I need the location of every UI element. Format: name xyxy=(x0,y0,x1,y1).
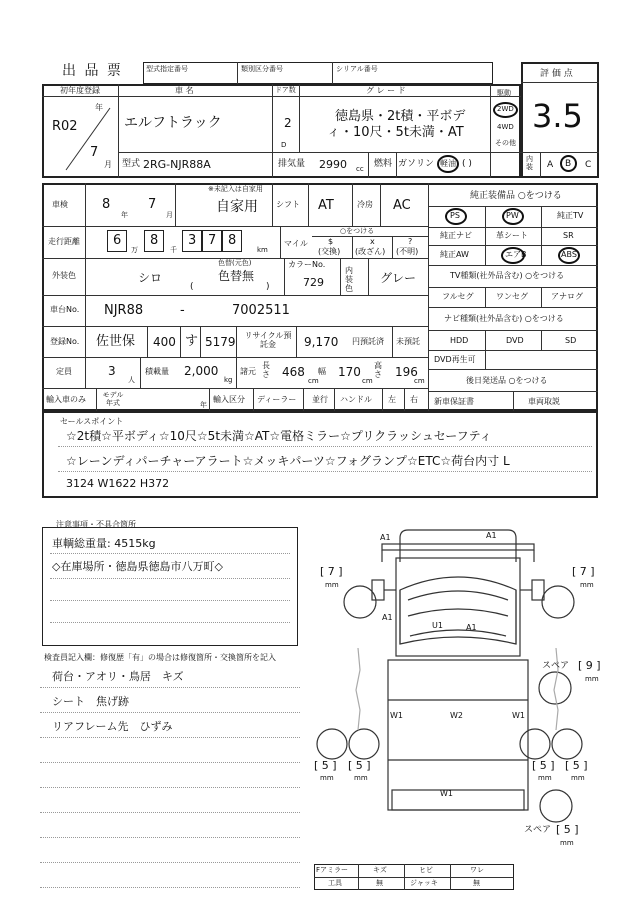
dvd-play: DVD再生可 xyxy=(434,355,476,364)
form-title: 出 品 票 xyxy=(62,63,123,79)
shift-label: シフト xyxy=(276,200,300,209)
tire-rear-right-1: [ 5 ] xyxy=(532,759,555,772)
first-reg-era: R02 xyxy=(52,119,78,134)
spare-unit-2: mm xyxy=(560,839,574,847)
displacement-label: 排気量 xyxy=(278,159,306,169)
shaken-month: 7 xyxy=(148,197,157,212)
height-value: 196 xyxy=(395,365,418,379)
equip-tv: 純正TV xyxy=(557,211,584,220)
truck-diagram xyxy=(300,520,600,860)
notes-line-2: ◇在庫場所・徳島県徳島市八万町◇ xyxy=(52,560,223,573)
meter-kaizan: (改ざん) xyxy=(355,247,386,256)
label-w1-right: W1 xyxy=(512,711,525,720)
serial-label: シリアル番号 xyxy=(336,65,378,73)
handle-right: 右 xyxy=(410,395,418,404)
label-w2: W2 xyxy=(450,711,463,720)
recolor-value: 色替無 xyxy=(218,269,255,283)
reg-class: 400 xyxy=(153,335,176,349)
model-year-unit: 年 xyxy=(200,401,207,409)
tire-rl2-unit: mm xyxy=(354,774,368,782)
doors-unit: D xyxy=(281,141,287,149)
navi-hdd: HDD xyxy=(450,336,469,345)
ac-label: 冷房 xyxy=(357,200,373,209)
inspector-line-3: リアフレーム先 ひずみ xyxy=(52,720,173,733)
label-a1-left: A1 xyxy=(382,613,393,622)
mileage-digit: 3 xyxy=(188,233,197,248)
sales-line-2: ☆レーンディパーチャーアラート☆メッキパーツ☆フォグランプ☆ETC☆荷台内寸 L xyxy=(66,454,510,468)
exterior-color: シロ xyxy=(138,271,163,285)
import-only-label: 輸入車のみ xyxy=(46,395,86,404)
shift-value: AT xyxy=(318,198,334,213)
label-a1-top-right: A1 xyxy=(486,531,497,540)
tv-title: TV種類(社外品含む) ○をつける xyxy=(450,271,565,280)
recycle-unpaid: 未預託 xyxy=(396,337,420,346)
shaken-label: 車検 xyxy=(52,200,68,209)
legend-v3: 無 xyxy=(473,879,480,887)
mileage-sen: 千 xyxy=(170,246,177,254)
interior-b: B xyxy=(565,159,572,169)
equip-aw: 純正AW xyxy=(440,250,469,259)
car-name-label: 車 名 xyxy=(175,86,194,95)
sales-line-1: ☆2t積☆平ボディ☆10尺☆5t未満☆AT☆電格ミラー☆プリクラッシュセーフティ xyxy=(66,429,492,443)
equip-ps: PS xyxy=(450,211,460,220)
model-code: 2RG-NJR88A xyxy=(143,158,211,171)
displacement-unit: cc xyxy=(356,165,364,173)
equip-pw: PW xyxy=(506,211,519,220)
chassis-dash: - xyxy=(180,303,185,318)
recolor-label: 色替(元色) xyxy=(218,259,252,267)
tire-rear-left-1: [ 5 ] xyxy=(314,759,337,772)
sales-points-label: セールスポイント xyxy=(60,417,124,426)
shaken-month-unit: 月 xyxy=(166,211,173,219)
year-unit: 年 xyxy=(95,103,103,112)
after-manual: 車両取説 xyxy=(528,397,560,406)
dims-label: 諸元 xyxy=(240,367,256,376)
grade-line2: ィ・10尺・5t未満・AT xyxy=(327,125,464,140)
car-name: エルフトラック xyxy=(124,115,222,131)
navi-dvd: DVD xyxy=(506,336,524,345)
recycle-amount: 9,170 xyxy=(304,335,339,349)
interior-c: C xyxy=(585,160,592,170)
tire-fr-unit: mm xyxy=(580,581,594,589)
mileage-digit: 6 xyxy=(113,233,122,248)
notes-label: 注意事項・不具合箇所 xyxy=(56,520,136,529)
width-unit: cm xyxy=(362,377,373,385)
doors-value: 2 xyxy=(284,116,292,130)
color-no-label: カラーNo. xyxy=(288,260,326,269)
exterior-color-label: 外装色 xyxy=(52,271,76,280)
meter-koukan: (交換) xyxy=(318,247,341,256)
use-type: 自家用 xyxy=(216,199,258,215)
load-label: 積載量 xyxy=(145,367,169,376)
unregistered-note: ※未記入は自家用 xyxy=(208,185,263,193)
tire-front-right: [ 7 ] xyxy=(572,565,595,578)
after-ship-title: 後日発送品 ○をつける xyxy=(466,376,548,385)
load-unit: kg xyxy=(224,376,233,384)
rating-label: 評 価 点 xyxy=(540,69,573,79)
recycle-paid: 円預託済 xyxy=(352,337,384,346)
meter-check-note: ○をつける xyxy=(340,227,375,235)
tire-rr2-unit: mm xyxy=(571,774,585,782)
height-unit: cm xyxy=(414,377,425,385)
handle-label: ハンドル xyxy=(340,395,372,404)
navi-sd: SD xyxy=(565,336,577,345)
legend-h2: キズ xyxy=(373,866,387,874)
tire-front-left: [ 7 ] xyxy=(320,565,343,578)
capacity-value: 3 xyxy=(108,364,116,378)
fuel-other: ( ) xyxy=(462,159,472,169)
first-reg-month: 7 xyxy=(90,145,99,160)
chassis-label: 車台No. xyxy=(50,305,80,314)
capacity-label: 定員 xyxy=(56,367,72,376)
label-w1-rear: W1 xyxy=(440,789,453,798)
meter-dollar: $ xyxy=(328,237,334,246)
length-label: 長さ xyxy=(262,361,270,379)
legend-h3: ヒビ xyxy=(419,866,433,874)
reg-number: 5179 xyxy=(205,335,236,349)
first-reg-label: 初年度登録 xyxy=(60,86,100,95)
tv-oneseg: ワンセグ xyxy=(496,292,528,301)
mileage-km: km xyxy=(257,246,268,254)
height-label: 高さ xyxy=(374,361,382,379)
shaken-year-unit: 年 xyxy=(121,211,128,219)
tire-rl1-unit: mm xyxy=(320,774,334,782)
grade-label: グ レ ー ド xyxy=(366,86,406,95)
width-label: 幅 xyxy=(318,367,326,376)
label-a1-right: A1 xyxy=(466,623,477,632)
drive-label: 駆動 xyxy=(497,89,511,97)
mileage-man: 万 xyxy=(131,246,138,254)
legend-row-label: 工具 xyxy=(328,879,342,887)
inspector-label: 検査員記入欄：修復歴「有」の場合は修復箇所・交換箇所を記入 xyxy=(44,653,276,662)
after-warranty: 新車保証書 xyxy=(434,397,474,406)
notes-line-1: 車輌総重量: 4515kg xyxy=(52,537,156,550)
import-parallel: 並行 xyxy=(312,395,328,404)
type-category-label: 類別区分番号 xyxy=(241,65,283,73)
chassis-number: 7002511 xyxy=(232,303,290,318)
equip-airbag: エアB xyxy=(505,250,527,259)
model-cert-label: 型式指定番号 xyxy=(146,65,188,73)
recolor-paren-open: ( xyxy=(190,282,194,292)
meter-q: ? xyxy=(408,237,413,246)
spare-value-2: [ 5 ] xyxy=(556,823,579,836)
mileage-digit: 7 xyxy=(208,233,217,248)
import-dealer: ディーラー xyxy=(257,395,297,404)
label-u1: U1 xyxy=(432,621,443,630)
label-a1-top: A1 xyxy=(380,533,391,542)
handle-left: 左 xyxy=(388,395,396,404)
model-label: 型式 xyxy=(122,159,141,169)
model-year-label: モデル年式 xyxy=(102,391,124,408)
grade-line1: 徳島県・2t積・平ボデ xyxy=(335,109,466,124)
rating-value: 3.5 xyxy=(532,97,583,135)
month-unit: 月 xyxy=(104,160,112,169)
spare-unit-1: mm xyxy=(585,675,599,683)
recolor-paren-close: ) xyxy=(266,282,270,292)
inspector-line-2: シート 焦げ跡 xyxy=(52,695,129,708)
reg-label: 登録No. xyxy=(50,337,80,346)
import-cat-label: 輸入区分 xyxy=(213,395,245,404)
length-unit: cm xyxy=(308,377,319,385)
tire-rear-right-2: [ 5 ] xyxy=(565,759,588,772)
interior-color-label: 内装色 xyxy=(345,266,353,294)
spare-label-2: スペア xyxy=(524,825,552,835)
navi-title: ナビ種類(社外品含む) ○をつける xyxy=(444,314,564,323)
displacement-value: 2990 xyxy=(319,158,347,171)
meter-fumei: (不明) xyxy=(396,247,419,256)
reg-kana: す xyxy=(185,334,199,349)
drive-4wd: 4WD xyxy=(497,123,514,131)
shaken-year: 8 xyxy=(102,197,111,212)
drive-2wd: 2WD xyxy=(497,105,514,113)
ac-value: AC xyxy=(393,198,411,213)
label-w1-left: W1 xyxy=(390,711,403,720)
mileage-digit: 8 xyxy=(228,233,237,248)
color-no: 729 xyxy=(303,276,324,289)
equip-abs: ABS xyxy=(561,250,577,259)
equip-leather: 革シート xyxy=(496,231,528,240)
legend-h4: ワレ xyxy=(470,866,484,874)
tv-fullseg: フルセグ xyxy=(442,292,474,301)
id-row xyxy=(143,62,493,84)
mile-label: マイル xyxy=(284,239,308,248)
spare-value-1: [ 9 ] xyxy=(578,659,601,672)
interior-a: A xyxy=(547,160,554,170)
equipment-title: 純正装備品 ○をつける xyxy=(470,191,562,201)
interior-color: グレー xyxy=(380,271,417,285)
fuel-diesel: 軽油 xyxy=(440,159,456,168)
equip-sr: SR xyxy=(563,231,574,240)
recycle-label: リサイクル預託金 xyxy=(244,331,292,350)
tv-analog: アナログ xyxy=(551,292,583,301)
legend-v1: 無 xyxy=(376,879,383,887)
fuel-gasoline: ガソリン xyxy=(398,159,435,169)
inspector-line-1: 荷台・アオリ・鳥居 キズ xyxy=(52,670,184,683)
interior-label: 内装 xyxy=(526,155,533,171)
tire-rear-left-2: [ 5 ] xyxy=(348,759,371,772)
doors-label: ドア数 xyxy=(275,86,296,94)
spare-label-1: スペア xyxy=(542,661,570,671)
legend-h1: Fアミラー xyxy=(316,866,349,874)
sales-line-3: 3124 W1622 H372 xyxy=(66,477,170,490)
equip-navi: 純正ナビ xyxy=(440,231,472,240)
fuel-label: 燃料 xyxy=(374,159,393,169)
mileage-label: 走行距離 xyxy=(48,237,80,246)
tire-rr1-unit: mm xyxy=(538,774,552,782)
legend-v2: ジャッキ xyxy=(410,879,438,887)
width-value: 170 xyxy=(338,365,361,379)
load-value: 2,000 xyxy=(184,364,219,378)
drive-other: その他 xyxy=(495,139,516,147)
meter-x: x xyxy=(370,237,375,246)
length-value: 468 xyxy=(282,365,305,379)
mileage-digit: 8 xyxy=(150,233,159,248)
chassis-model: NJR88 xyxy=(104,303,144,318)
tire-fl-unit: mm xyxy=(325,581,339,589)
reg-area: 佐世保 xyxy=(96,334,136,349)
capacity-unit: 人 xyxy=(128,376,135,384)
